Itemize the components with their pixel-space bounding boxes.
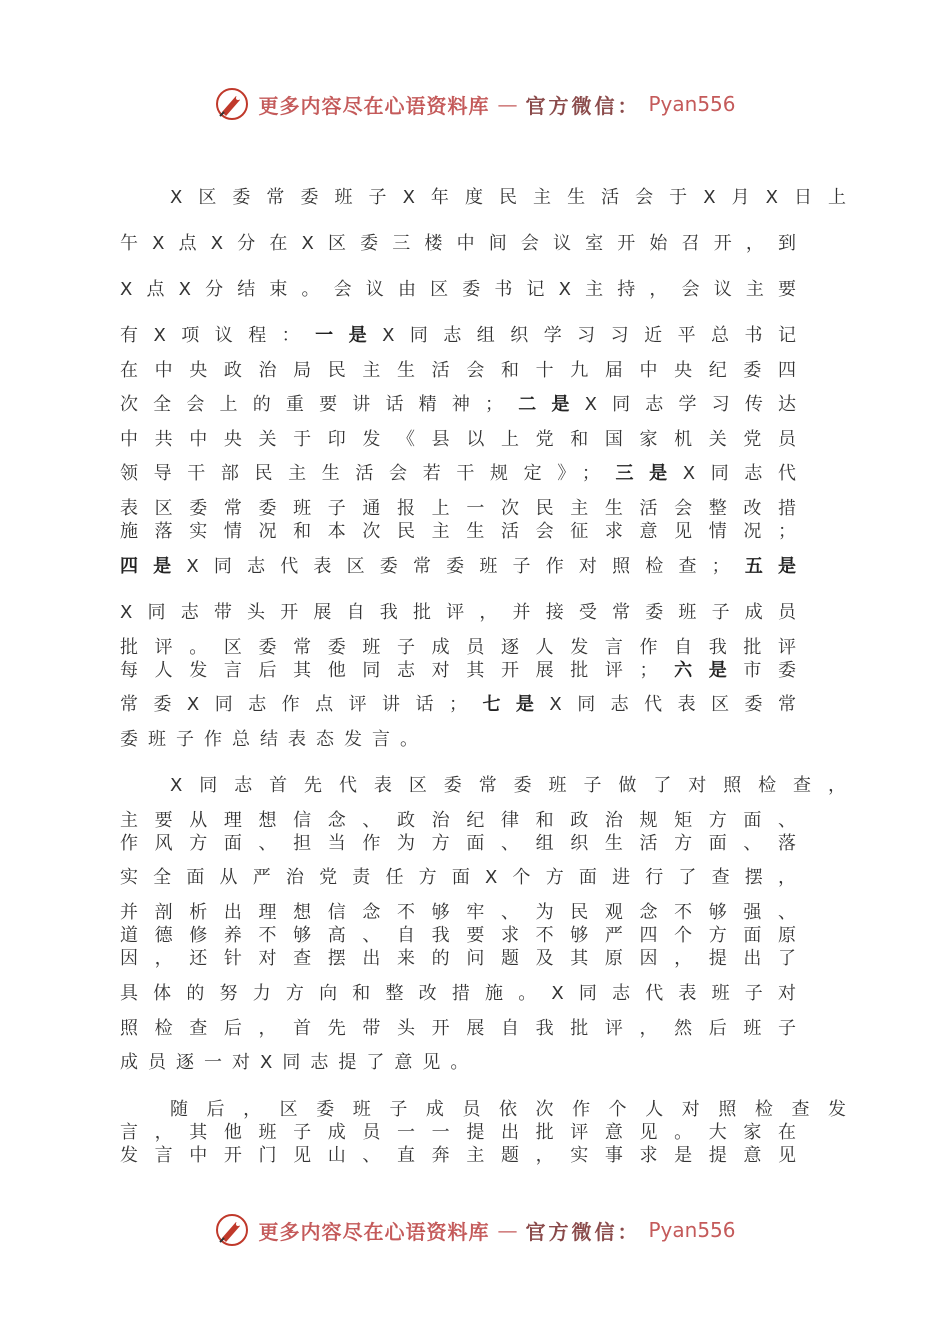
text-line — [120, 771, 856, 797]
banner-separator: — — [497, 1218, 518, 1242]
line-text: 有X项议程： — [120, 325, 316, 346]
text-line — [120, 598, 806, 624]
line-text: 照检查后，首先带头开展自我批评，然后班子 — [120, 1018, 806, 1039]
line-text: 作风方面、担当作为方面、组织生活方面、落 — [120, 833, 806, 854]
text-line — [120, 944, 806, 970]
text-line — [120, 979, 806, 1005]
banner-main-text: 更多内容尽在心语资料库 — [258, 93, 490, 118]
line-text: X同志组织学习习近平总书记 — [382, 325, 806, 346]
line-text: 在中央政治局民主生活会和十九届中央纪委四 — [120, 360, 806, 381]
banner-wechat-id: Pyan556 — [648, 92, 736, 116]
text-line — [120, 229, 806, 255]
bold-keyword: 五是 — [739, 556, 807, 577]
line-text: 因，还针对查摆出来的问题及其原因，提出了 — [120, 948, 806, 969]
text-line — [120, 517, 806, 543]
text-line — [120, 1014, 806, 1040]
line-text: 市委 — [743, 660, 807, 681]
line-text: 中共中央关于印发《县以上党和国家机关党员 — [120, 429, 806, 450]
bold-keyword: 七是 — [477, 694, 550, 715]
line-text: 次全会上的重要讲话精神； — [120, 394, 514, 415]
line-text: 随后，区委班子成员依次作个人对照检查发 — [170, 1099, 856, 1120]
text-line — [120, 356, 806, 382]
text-line — [120, 1048, 806, 1074]
line-text: 领导干部民主生活会若干规定》； — [120, 463, 610, 484]
header-banner — [0, 84, 950, 124]
text-line — [120, 459, 806, 485]
line-text: 午X点X分在X区委三楼中间会议室开始召开，到 — [120, 233, 806, 254]
text-line — [120, 321, 806, 347]
line-text: 实全面从严治党责任方面X个方面进行了查摆， — [120, 867, 806, 888]
line-text: X同志代表区委常 — [549, 694, 806, 715]
pen-logo-icon — [214, 86, 250, 122]
line-text: X同志首先代表区委常委班子做了对照检查， — [170, 775, 856, 796]
line-text: 表区委常委班子通报上一次民主生活会整改措 — [120, 498, 806, 519]
banner-wechat-id: Pyan556 — [648, 1218, 736, 1242]
text-line — [120, 552, 806, 578]
text-line — [120, 425, 806, 451]
banner-main-text: 更多内容尽在心语资料库 — [258, 1219, 490, 1244]
line-text: 每人发言后其他同志对其开展批评； — [120, 660, 668, 681]
line-text: 道德修养不够高、自我要求不够严四个方面原 — [120, 925, 806, 946]
line-text: 并剖析出理想信念不够牢、为民观念不够强、 — [120, 902, 806, 923]
line-text: X同志带头开展自我批评，并接受常委班子成员 — [120, 602, 806, 623]
line-text: 委班子作总结表态发言。 — [120, 729, 428, 750]
bold-keyword: 二是 — [513, 394, 585, 415]
text-line — [120, 656, 806, 682]
line-text: X同志代 — [682, 463, 806, 484]
line-text: X点X分结束。会议由区委书记X主持，会议主要 — [120, 279, 806, 300]
line-text: 施落实情况和本次民主生活会征求意见情况； — [120, 521, 806, 542]
text-line — [120, 1141, 806, 1167]
line-text: 发言中开门见山、直奔主题，实事求是提意见 — [120, 1145, 806, 1166]
bold-keyword: 六是 — [667, 660, 744, 681]
footer-banner — [0, 1210, 950, 1250]
line-text: 批评。区委常委班子成员逐人发言作自我批评 — [120, 637, 806, 658]
text-line — [120, 183, 856, 209]
line-text: X同志学习传达 — [584, 394, 807, 415]
bold-keyword: 四是 — [120, 556, 187, 577]
bold-keyword: 三是 — [609, 463, 683, 484]
line-text: 主要从理想信念、政治纪律和政治规矩方面、 — [120, 810, 806, 831]
line-text: X同志代表区委常委班子作对照检查； — [186, 556, 740, 577]
text-line — [120, 829, 806, 855]
text-line — [120, 725, 806, 751]
banner-separator: — — [497, 92, 518, 116]
line-text: X区委常委班子X年度民主生活会于X月X日上 — [170, 187, 856, 208]
bold-keyword: 一是 — [315, 325, 383, 346]
text-line — [120, 275, 806, 301]
text-line — [120, 390, 806, 416]
pen-logo-icon — [214, 1212, 250, 1248]
text-line — [120, 863, 806, 889]
text-line — [120, 690, 806, 716]
banner-sub-text: 官方微信： — [525, 1219, 641, 1244]
line-text: 成员逐一对X同志提了意见。 — [120, 1052, 479, 1073]
banner-sub-text: 官方微信： — [525, 93, 641, 118]
line-text: 言，其他班子成员一一提出批评意见。大家在 — [120, 1122, 806, 1143]
line-text: 常委X同志作点评讲话； — [120, 694, 477, 715]
line-text: 具体的努力方向和整改措施。X同志代表班子对 — [120, 983, 806, 1004]
